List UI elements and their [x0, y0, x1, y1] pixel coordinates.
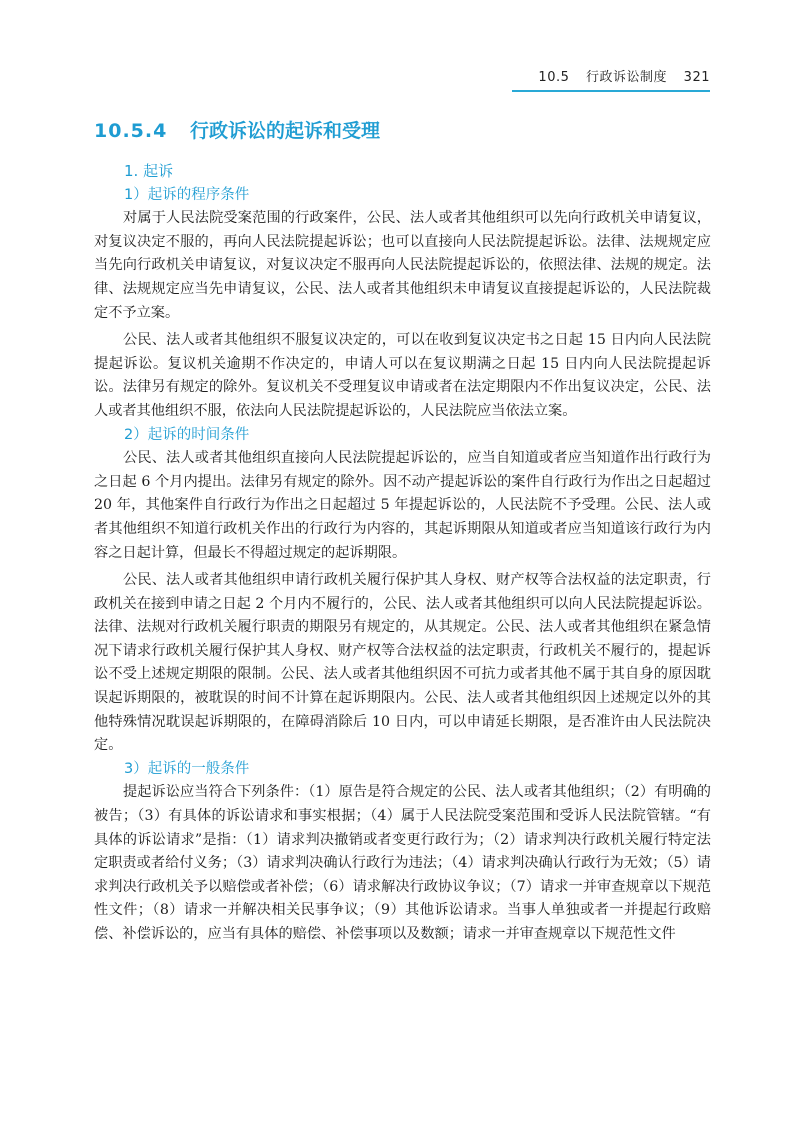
- subheading-procedure-conditions: 1）起诉的程序条件: [124, 186, 250, 203]
- paragraph: 公民、法人或者其他组织不服复议决定的，可以在收到复议决定书之日起 15 日内向人民法院提起诉讼。复议机关逾期不作决定的，申请人可以在复议期满之日起 15 日内向人民法院提起诉讼。法律另有规定的除外。复议机关不受理复议申请或者在法定期限内不作出复议决定，公民、法人或者其他组织不服，依法向人民法院提起诉讼的，人民法院应当依法立案。: [94, 332, 711, 419]
- running-header: [0, 66, 710, 85]
- section-title: [94, 116, 380, 143]
- paragraph: 对属于人民法院受案范围的行政案件，公民、法人或者其他组织可以先向行政机关申请复议，对复议决定不服的，再向人民法院提起诉讼；也可以直接向人民法院提起诉讼。法律、法规规定应当先向行政机关申请复议，对复议决定不服再向人民法院提起诉讼的，依照法律、法规的规定。法律、法规规定应当先申请复议，公民、法人或者其他组织未申请复议直接提起诉讼的，人民法院裁定不予立案。: [94, 210, 711, 321]
- paragraph: 提起诉讼应当符合下列条件：（1）原告是符合规定的公民、法人或者其他组织；（2）有明确的被告；（3）有具体的诉讼请求和事实根据；（4）属于人民法院受案范围和受诉人民法院管辖。“有具体的诉讼请求”是指：（1）请求判决撤销或者变更行政行为；（2）请求判决行政机关履行特定法定职责或者给付义务；（3）请求判决确认行政行为违法；（4）请求判决确认行政行为无效；（5）请求判决行政机关予以赔偿或者补偿；（6）请求解决行政协议争议；（7）请求一并审查规章以下规范性文件；（8）请求一并解决相关民事争议；（9）其他诉讼请求。当事人单独或者一并提起行政赔偿、补偿诉讼的，应当有具体的赔偿、补偿事项以及数额；请求一并审查规章以下规范性文件: [94, 784, 711, 942]
- header-section-number: 10.5: [538, 70, 570, 85]
- subheading-general-conditions: 3）起诉的一般条件: [124, 760, 250, 777]
- subheading-time-conditions: 2）起诉的时间条件: [124, 426, 250, 443]
- header-section-name: 行政诉讼制度: [586, 70, 668, 85]
- paragraph: 公民、法人或者其他组织申请行政机关履行保护其人身权、财产权等合法权益的法定职责，行政机关在接到申请之日起 2 个月内不履行的，公民、法人或者其他组织可以向人民法院提起诉讼。法律、法规对行政机关履行职责的期限另有规定的，从其规定。公民、法人或者其他组织在紧急情况下请求行政机关履行保护其人身权、财产权等合法权益的法定职责，行政机关不履行的，提起诉讼不受上述规定期限的限制。公民、法人或者其他组织因不可抗力或者其他不属于其自身的原因耽误起诉期限的，被耽误的时间不计算在起诉期限内。公民、法人或者其他组织因上述规定以外的其他特殊情况耽误起诉期限的，在障碍消除后 10 日内，可以申请延长期限，是否准许由人民法院决定。: [94, 572, 711, 754]
- page-number: 321: [683, 70, 710, 85]
- section-title-number: 10.5.4: [94, 120, 168, 142]
- page-body: [94, 160, 711, 947]
- header-rule: [512, 90, 710, 92]
- subsection-heading: 1. 起诉: [124, 162, 174, 180]
- paragraph: 公民、法人或者其他组织直接向人民法院提起诉讼的，应当自知道或者应当知道作出行政行为之日起 6 个月内提出。法律另有规定的除外。因不动产提起诉讼的案件自行政行为作出之日起超过 20 年，其他案件自行政行为作出之日起超过 5 年提起诉讼的，人民法院不予受理。公民、法人或者其他组织不知道行政机关作出的行政行为内容的，其起诉期限从知道或者应当知道该行政行为内容之日起计算，但最长不得超过规定的起诉期限。: [94, 450, 711, 561]
- section-title-text: 行政诉讼的起诉和受理: [189, 120, 380, 142]
